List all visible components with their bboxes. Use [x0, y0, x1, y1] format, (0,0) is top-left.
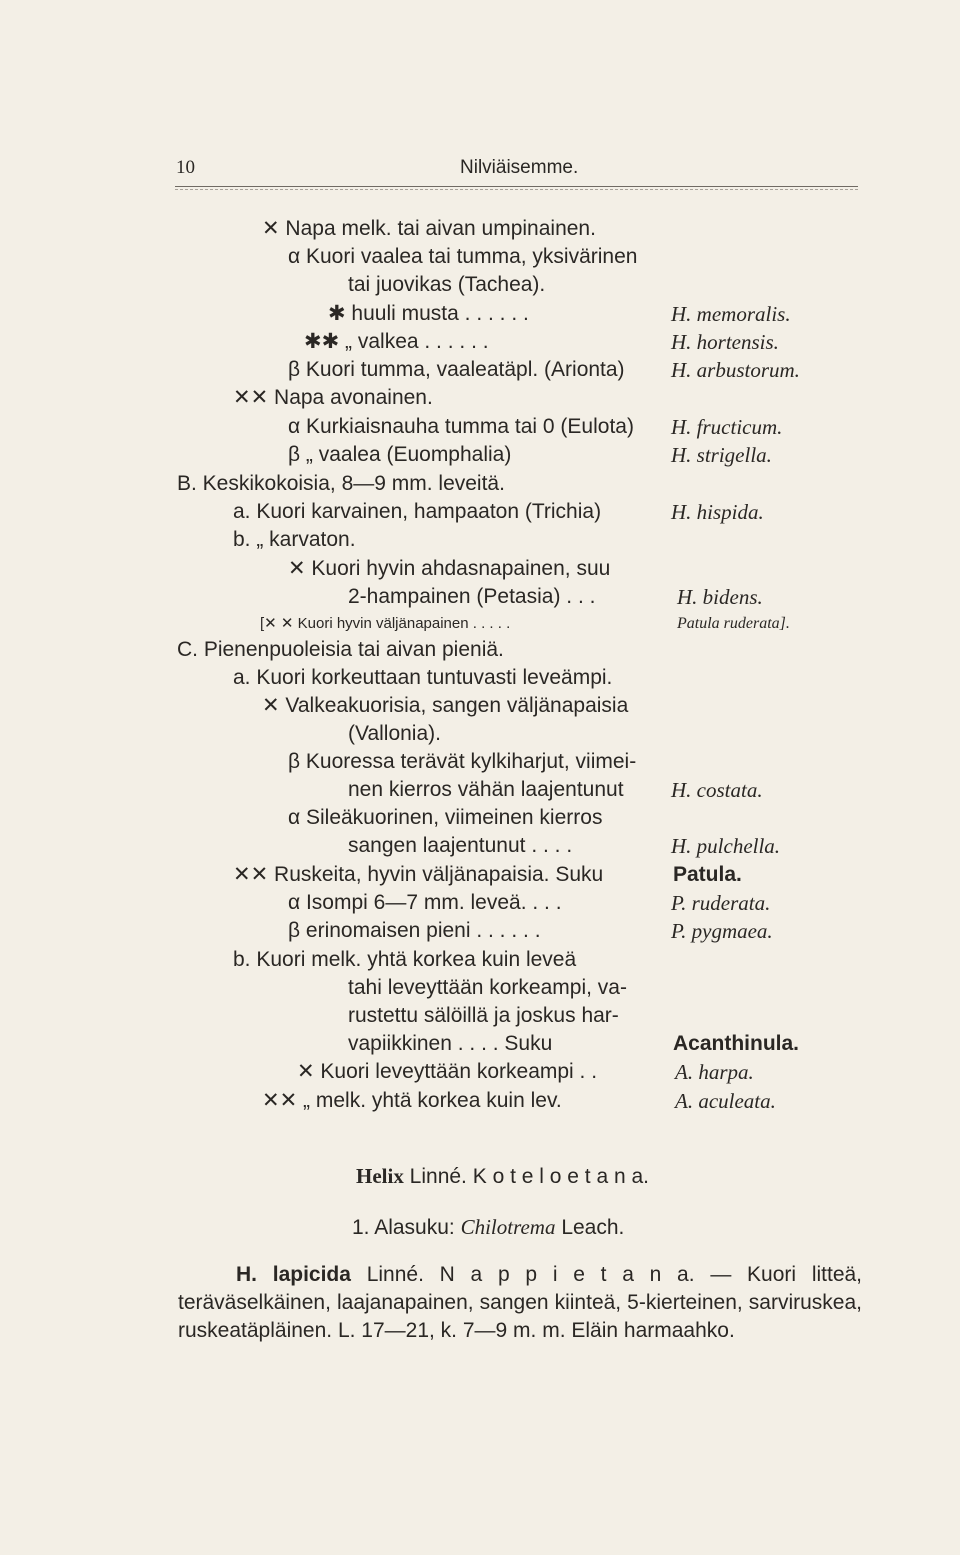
species-name: H. memoralis. — [671, 302, 791, 326]
genus-author: Linné. — [409, 1165, 467, 1188]
key-line: sangen laajentunut . . . . — [348, 834, 573, 857]
key-line: α Sileäkuorinen, viimeinen kierros — [288, 806, 603, 829]
key-line: nen kierros vähän laajentunut — [348, 778, 624, 801]
key-line: ✕✕ „ melk. yhtä korkea kuin lev. — [262, 1089, 562, 1112]
subgenus-heading — [352, 1214, 624, 1241]
subgenus-number: 1. Alasuku: — [352, 1216, 455, 1239]
species-name: H. costata. — [671, 778, 763, 802]
running-title: Nilviäisemme. — [460, 157, 579, 178]
key-line: ✱ huuli musta . . . . . . — [328, 302, 529, 325]
species-name: H. fructicum. — [671, 415, 783, 439]
key-line: ✕ Valkeakuorisia, sangen väljänapaisia — [262, 694, 629, 717]
genus-title: Helix — [356, 1164, 404, 1188]
key-line: α Kuori vaalea tai tumma, yksivärinen — [288, 245, 638, 268]
key-line: 2-hampainen (Petasia) . . . — [348, 585, 596, 608]
species-name: A. harpa. — [675, 1060, 754, 1084]
species-name: H. pulchella. — [671, 834, 781, 858]
species-name: H. strigella. — [671, 443, 772, 467]
key-line: ✕ Kuori hyvin ahdasnapainen, suu — [288, 557, 611, 580]
key-line: α Kurkiaisnauha tumma tai 0 (Eulota) — [288, 415, 634, 438]
species-description — [178, 1261, 862, 1345]
key-line: tai juovikas (Tachea). — [348, 273, 546, 296]
key-line: ✱✱ „ valkea . . . . . . — [304, 330, 489, 353]
header-rule-secondary — [175, 189, 858, 190]
species-common-name: N a p p i e t a n a. — [439, 1263, 695, 1286]
key-line-small: [✕ ✕ Kuori hyvin väljänapainen . . . . . — [260, 615, 511, 632]
key-line: B. Keskikokoisia, 8—9 mm. leveitä. — [177, 472, 505, 495]
key-line: β erinomaisen pieni . . . . . . — [288, 919, 541, 942]
subgenus-author: Leach. — [561, 1216, 625, 1239]
species-text: — Kuori litteä, teräväselkäinen, laajanapainen, sangen kiinteä, 5-kierteinen, sarviruskea, ruskeatäpläinen. L. 17—21, k. 7—9 m. m. Eläin harmaahko. — [178, 1263, 863, 1342]
key-line: β Kuori tumma, vaaleatäpl. (Arionta) — [288, 358, 625, 381]
key-line: ✕✕ Ruskeita, hyvin väljänapaisia. Suku — [233, 863, 604, 886]
species-name: H. hispida. — [671, 500, 764, 524]
genus-name: Patula. — [673, 863, 742, 886]
key-line: rustettu sälöillä ja joskus har- — [348, 1004, 619, 1027]
key-line: tahi leveyttään korkeampi, va- — [348, 976, 627, 999]
header-rule — [175, 186, 858, 187]
species-name: P. pygmaea. — [671, 919, 773, 943]
genus-heading — [356, 1163, 649, 1190]
subgenus-name: Chilotrema — [460, 1215, 556, 1239]
key-line: a. Kuori korkeuttaan tuntuvasti leveämpi. — [233, 666, 613, 689]
key-line: (Vallonia). — [348, 722, 441, 745]
page-number: 10 — [176, 157, 195, 178]
key-line: ✕✕ Napa avonainen. — [233, 386, 433, 409]
key-line: α Isompi 6—7 mm. leveä. . . . — [288, 891, 562, 914]
species-name: H. arbustorum. — [671, 358, 800, 382]
key-line: ✕ Napa melk. tai aivan umpinainen. — [262, 217, 596, 240]
species-name: Patula ruderata]. — [677, 615, 790, 632]
key-line: β Kuoressa terävät kylkiharjut, viimei- — [288, 750, 637, 773]
species-title: H. lapicida — [236, 1263, 351, 1286]
species-author: Linné. — [366, 1263, 424, 1286]
key-line: β „ vaalea (Euomphalia) — [288, 443, 512, 466]
key-line: vapiikkinen . . . . Suku — [348, 1032, 553, 1055]
species-name: H. bidens. — [677, 585, 763, 609]
key-line: C. Pienenpuoleisia tai aivan pieniä. — [177, 638, 504, 661]
key-line: ✕ Kuori leveyttään korkeampi . . — [297, 1060, 598, 1083]
key-line: b. Kuori melk. yhtä korkea kuin leveä — [233, 948, 577, 971]
species-name: P. ruderata. — [671, 891, 771, 915]
genus-common-name: K o t e l o e t a n a. — [472, 1165, 650, 1188]
genus-name: Acanthinula. — [673, 1032, 800, 1055]
species-name: A. aculeata. — [675, 1089, 776, 1113]
key-line: b. „ karvaton. — [233, 528, 356, 551]
key-line: a. Kuori karvainen, hampaaton (Trichia) — [233, 500, 602, 523]
species-name: H. hortensis. — [671, 330, 779, 354]
